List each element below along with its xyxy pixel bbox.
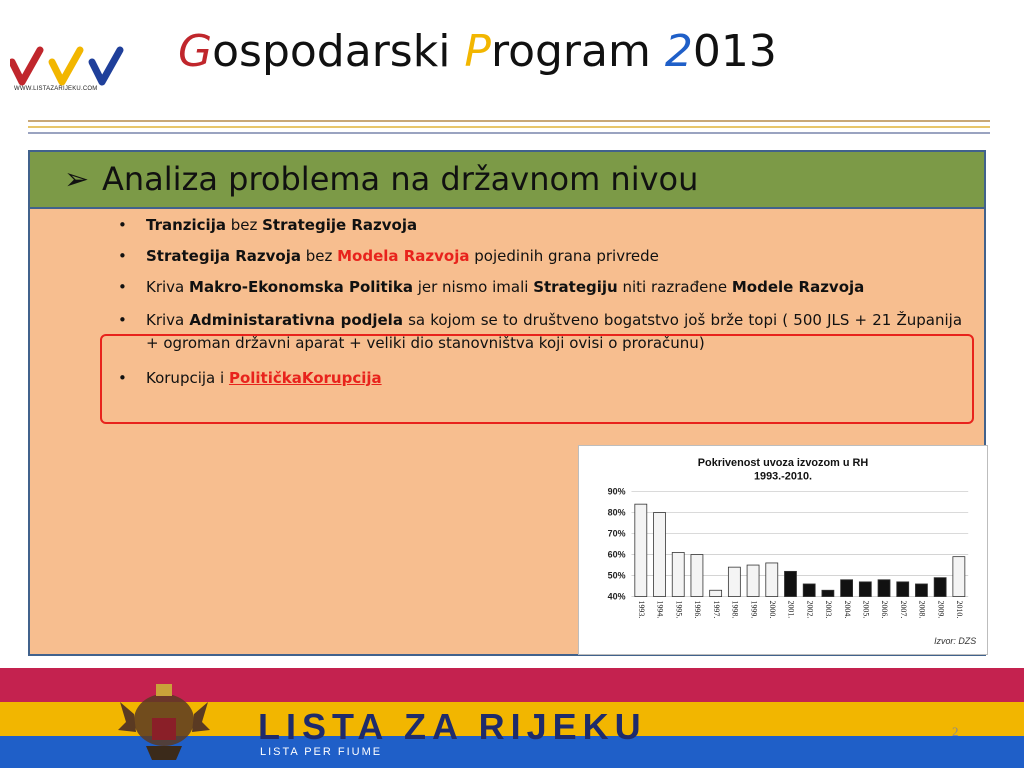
chart-y-tick-label: 50% — [607, 570, 626, 581]
chart-x-tick-label: 2004. — [842, 600, 852, 619]
chart-x-tick-label: 1998. — [730, 600, 740, 619]
panel-header — [30, 152, 984, 209]
bullet-bold-text: Strategiju — [533, 278, 618, 296]
chart-x-tick-label: 1994. — [655, 600, 665, 619]
chart-bar-2006 — [878, 580, 890, 597]
chart-title-line-2: 1993.-2010. — [753, 470, 813, 483]
title-part-1: ospodarski — [212, 26, 465, 77]
bullet-bold-text: Strategije Razvoja — [262, 216, 418, 234]
divider-line — [28, 132, 990, 134]
list-item — [146, 276, 962, 299]
bullet-text: Kriva — [146, 311, 190, 329]
chart-y-tick-label: 60% — [607, 549, 626, 560]
chart-bar-2010 — [953, 557, 965, 597]
chart-x-tick-label: 2005. — [861, 600, 871, 619]
chart-x-tick-label: 1993. — [636, 600, 646, 619]
chart-bar-2008 — [915, 584, 927, 597]
chart-x-tick-label: 2000. — [767, 600, 777, 619]
bullet-text: Kriva — [146, 278, 190, 296]
bullet-bold-text: Tranzicija — [146, 216, 226, 234]
chart-x-tick-label: 2003. — [824, 600, 834, 619]
divider-line — [28, 120, 990, 122]
bullet-bold-text: Administarativna podjela — [189, 311, 403, 329]
bullet-text: Korupcija i — [146, 369, 229, 387]
bullet-bold-text: Makro-Ekonomska Politika — [189, 278, 413, 296]
chart-bar-2000 — [766, 563, 778, 597]
footer-banner — [0, 668, 1024, 768]
bullet-text: bez — [300, 247, 338, 265]
chart-bar-2005 — [859, 582, 871, 597]
divider-line — [28, 126, 990, 128]
arrow-bullet-icon: ➢ — [64, 162, 90, 197]
title-part-3: 013 — [692, 26, 777, 77]
chart-bar-2004 — [841, 580, 853, 597]
chart-bar-1996 — [691, 555, 703, 597]
coat-of-arms-eagle-icon — [116, 674, 212, 764]
chart-x-tick-label: 2002. — [805, 600, 815, 619]
footer-subtitle: LISTA PER FIUME — [260, 746, 383, 758]
chart-x-tick-label: 2007. — [898, 600, 908, 619]
bullet-bold-text: Modele Razvoja — [731, 278, 865, 296]
panel-header-text: Analiza problema na državnom nivou — [102, 160, 699, 198]
chart-y-tick-label: 40% — [607, 591, 626, 602]
chart-y-tick-label: 70% — [607, 528, 626, 539]
chart-bar-2002 — [803, 584, 815, 597]
bullet-text: bez — [225, 216, 263, 234]
title-part-2: rogram — [490, 26, 665, 77]
title-letter-p: P — [464, 26, 491, 77]
chart-x-tick-label: 1999. — [749, 600, 759, 619]
chart-bar-1999 — [747, 565, 759, 596]
chart-bar-2001 — [784, 571, 796, 596]
bullet-text: sa kojom se to društveno bogatstvo još brže topi ( 500 JLS + 21 Županija + ogroman državni aparat + veliki dio stanovništva koji ovisi o proračunu) — [146, 311, 963, 352]
list-item — [146, 245, 962, 268]
bullet-text: jer nismo imali — [412, 278, 534, 296]
chart-bar-1998 — [728, 567, 740, 596]
title-letter-g: G — [178, 26, 213, 77]
chart-title-line-1: Pokrivenost uvoza izvozom u RH — [697, 456, 869, 469]
bullet-text: pojedinih grana privrede — [469, 247, 659, 265]
footer-title: LISTA ZA RIJEKU — [258, 706, 647, 747]
politicka-korupcija-link[interactable]: PolitičkaKorupcija — [228, 369, 382, 387]
bullet-text: niti razrađene — [617, 278, 732, 296]
chart-y-tick-label: 90% — [607, 486, 626, 497]
chart-x-tick-label: 2010. — [955, 600, 965, 619]
chart-x-tick-label: 1997. — [711, 600, 721, 619]
logo-url-text: WWW.LISTAZARIJEKU.COM — [14, 86, 98, 92]
highlight-box — [100, 334, 974, 424]
chart-x-tick-label: 2008. — [917, 600, 927, 619]
bullet-bold-text: Strategija Razvoja — [146, 247, 301, 265]
chart-x-tick-label: 2009. — [936, 600, 946, 619]
page-title — [178, 26, 777, 77]
list-item — [146, 214, 962, 237]
page-number: 2 — [952, 724, 959, 739]
chart-bar-2007 — [897, 582, 909, 597]
chart-x-tick-label: 1995. — [674, 600, 684, 619]
bullet-red-text: Modela Razvoja — [337, 247, 470, 265]
export-import-chart — [578, 445, 988, 655]
chart-bar-1997 — [710, 590, 722, 596]
chart-bar-2003 — [822, 590, 834, 596]
chart-y-tick-label: 80% — [607, 507, 626, 518]
chart-bar-1995 — [672, 552, 684, 596]
chart-x-tick-label: 2001. — [786, 600, 796, 619]
chart-bar-1993 — [635, 504, 647, 596]
chart-x-tick-label: 2006. — [880, 600, 890, 619]
chart-bar-1994 — [654, 513, 666, 597]
title-digit-2: 2 — [664, 26, 693, 77]
chart-x-tick-label: 1996. — [693, 600, 703, 619]
chart-title — [698, 457, 869, 483]
chart-source: Izvor: DZS — [934, 636, 977, 647]
chart-bar-2009 — [934, 578, 946, 597]
